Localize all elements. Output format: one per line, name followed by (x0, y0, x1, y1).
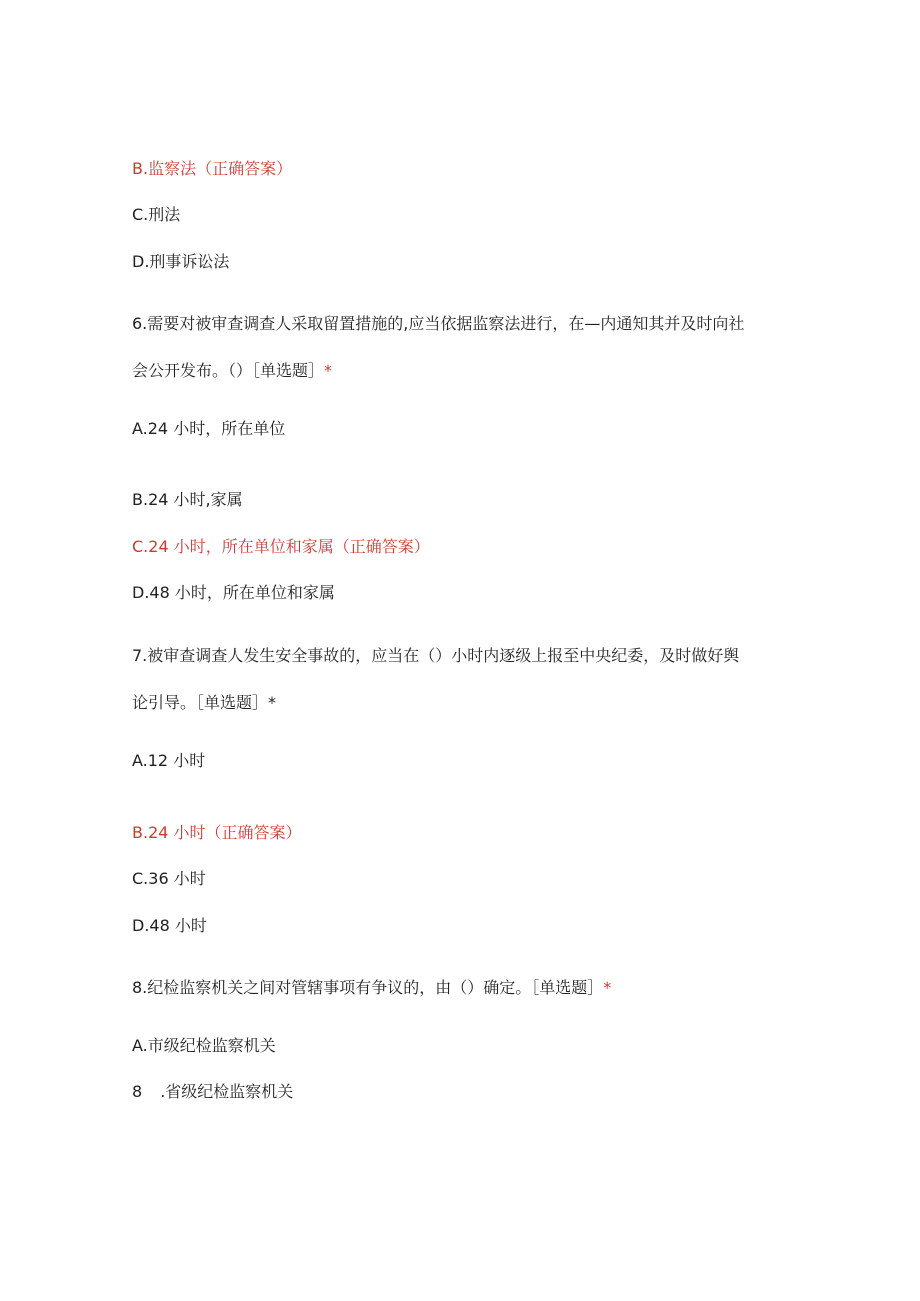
q7-stem-text: 论引导。［单选题］ (132, 693, 269, 712)
q5-option-b-correct: B.监察法（正确答案） (132, 159, 293, 178)
q6-stem-line-2 (132, 361, 332, 381)
q6-option-c-correct: C.24 小时，所在单位和家属（正确答案） (132, 537, 430, 556)
q7-required-star: * (268, 693, 277, 712)
q7-option-c: C.36 小时 (132, 869, 206, 888)
q5-option-d: D.刑事诉讼法 (132, 252, 230, 271)
q8-stem-text: 8.纪检监察机关之间对管辖事项有争议的，由（）确定。［单选题］ (132, 978, 604, 997)
q8-stem-line-1 (132, 978, 611, 998)
q7-stem-line-2 (132, 693, 276, 713)
q7-option-b-correct: B.24 小时（正确答案） (132, 823, 302, 842)
q8-option-b-number: 8 (132, 1082, 143, 1101)
q6-stem-text: 会公开发布。（）［单选题］ (132, 361, 325, 380)
q8-option-b-text: .省级纪检监察机关 (160, 1082, 294, 1101)
q6-option-b: B.24 小时,家属 (132, 490, 243, 509)
q6-option-a: A.24 小时，所在单位 (132, 419, 286, 438)
q7-option-d: D.48 小时 (132, 916, 207, 935)
q7-stem-line-1: 7.被审查调查人发生安全事故的，应当在（）小时内逐级上报至中央纪委，及时做好舆 (132, 646, 740, 665)
q8-required-star: * (603, 978, 612, 997)
q8-option-b (132, 1082, 293, 1102)
q6-option-d: D.48 小时，所在单位和家属 (132, 583, 335, 602)
q6-stem-line-1: 6.需要对被审查调查人采取留置措施的,应当依据监察法进行，在—内通知其并及时向社 (132, 314, 745, 333)
q5-option-c: C.刑法 (132, 205, 181, 224)
q6-required-star: * (324, 361, 333, 380)
q8-option-a: A.市级纪检监察机关 (132, 1036, 276, 1055)
q7-option-a: A.12 小时 (132, 751, 206, 770)
